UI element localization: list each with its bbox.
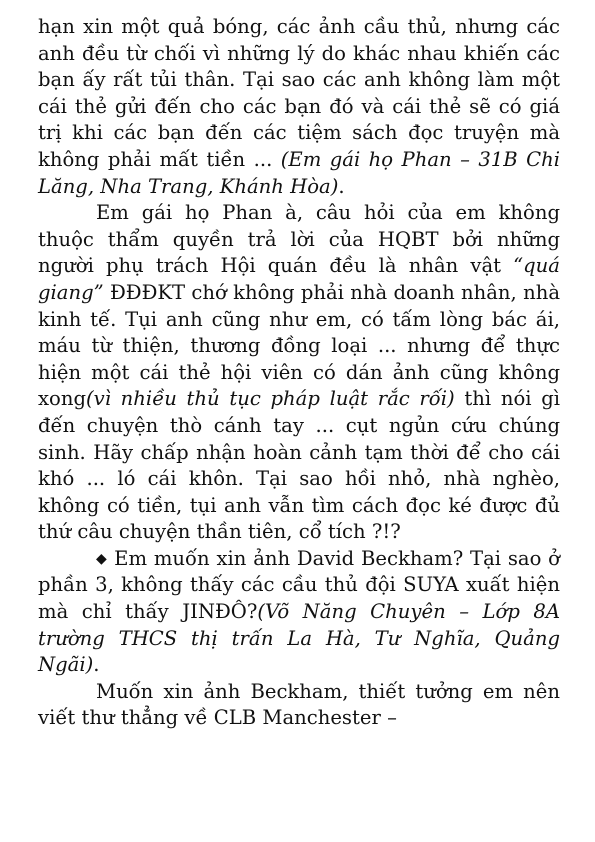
text-segment: thì nói gì đến chuyện thò cánh tay ... cụt ngủn cứu chúng sinh. Hãy chấp nhận hoàn cảnh tạm thời để cho cái khó ... ló cái khôn. Tại sao hồi nhỏ, nhà nghèo, không có tiền, tụi anh vẫn tìm cách đọc ké được đủ thứ câu chuyện thần tiên, cổ tích ?!?	[38, 387, 561, 544]
continuation-dash: –	[387, 706, 397, 730]
text-segment: hạn xin một quả bóng, các ảnh cầu thủ, nhưng các anh đều từ chối vì những lý do khác nhau khiến các bạn ấy rất tủi thân. Tại sao các anh không làm một cái thẻ gửi đến cho các bạn đó và cái thẻ sẽ có giá trị khi các bạn đến các tiệm sách đọc truyện mà không phải mất tiền ...	[38, 15, 560, 171]
text-segment: .	[338, 174, 345, 198]
text-segment: .	[93, 653, 100, 677]
text-segment: Muốn xin ảnh Beckham, thiết tưởng em nên viết thư thẳng về CLB Manchester	[38, 679, 560, 730]
sender-signature: (Em gái họ Phan – 31B Chi Lăng, Nha Trang, Khánh Hòa)	[38, 147, 560, 198]
diamond-bullet-icon: ◆	[96, 550, 108, 567]
text-segment: Em gái họ Phan à, câu hỏi của em không thuộc thẩm quyền trả lời của HQBT bởi những người phụ trách Hội quán đều là nhân vật	[38, 201, 560, 278]
document-page	[38, 14, 560, 732]
italic-quote: “quá giang”	[38, 254, 560, 304]
text-segment: ĐĐĐKT chớ không phải nhà doanh nhân, nhà kinh tế. Tụi anh cũng như em, có tấm lòng bác ái, máu từ thiện, thương đồng loại ... nhưng để thực hiện một cái thẻ hội viên có dán ảnh cũng không xong	[38, 280, 560, 411]
paragraph-reply-chuyen	[38, 679, 560, 732]
sender-signature: (Võ Năng Chuyên – Lớp 8A trường THCS thị trấn La Hà, Tư Nghĩa, Quảng Ngãi)	[38, 600, 560, 677]
paragraph-letter-chuyen	[38, 546, 560, 679]
paragraph-reply-phan	[38, 200, 560, 546]
italic-aside: (vì nhiều thủ tục pháp luật rắc rối)	[86, 387, 455, 411]
paragraph-letter-phan	[38, 14, 560, 200]
text-segment: Em muốn xin ảnh David Beckham? Tại sao ở phần 3, không thấy các cầu thủ đội SUYA xuất hiện mà chỉ thấy JINĐÔ?	[38, 546, 560, 624]
